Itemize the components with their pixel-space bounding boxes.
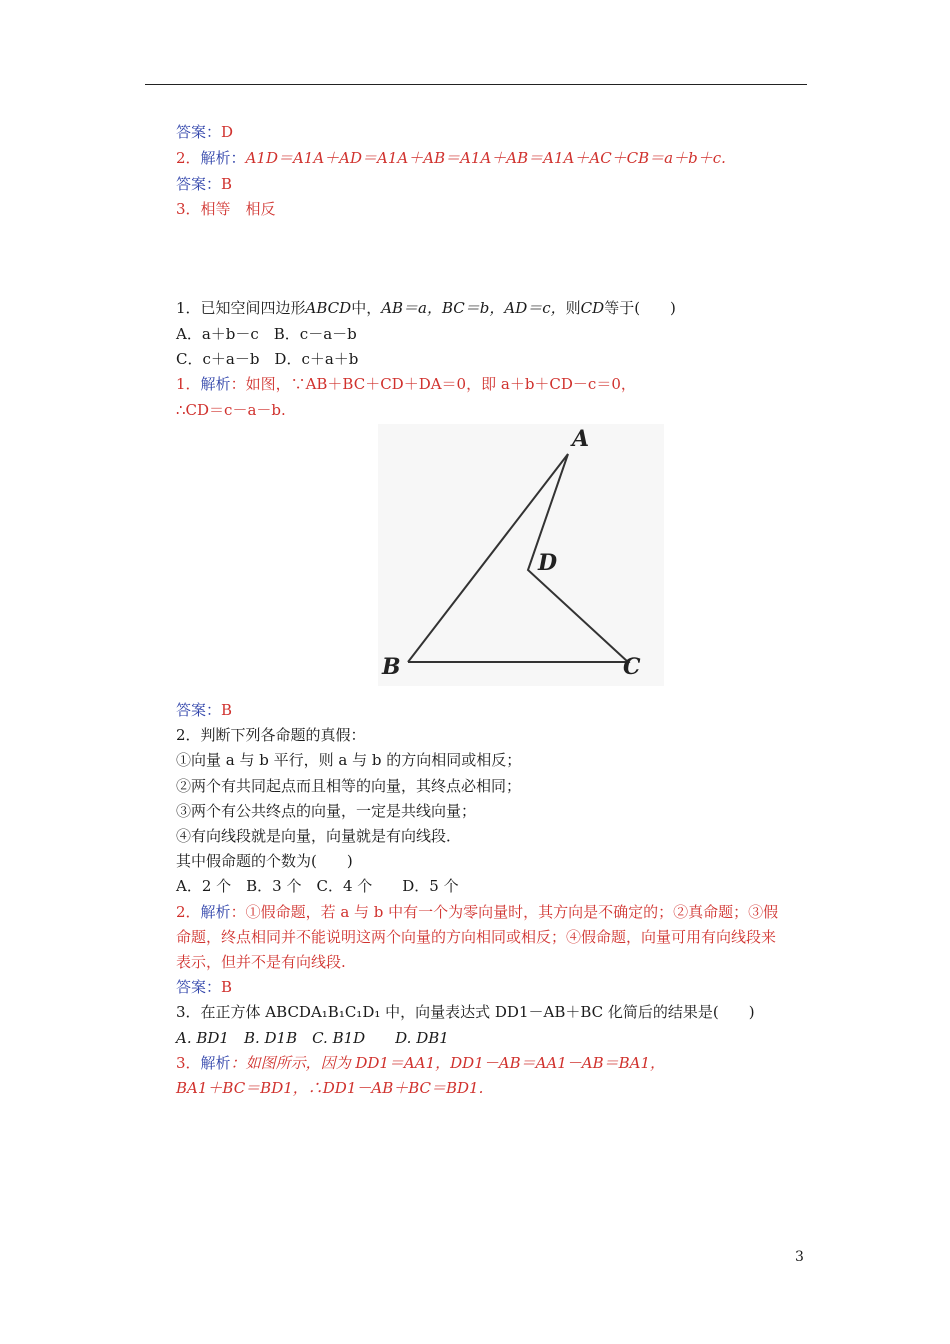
stem-text: 2．判断下列各命题的真假：	[176, 726, 366, 744]
answer-label: 答案：	[176, 175, 222, 193]
item-text: ①向量 a 与 b 平行，则 a 与 b 的方向相同或相反；	[176, 751, 522, 769]
question-prompt	[176, 851, 353, 871]
options-text: A．2 个 B．3 个 C．4 个 D．5 个	[176, 877, 459, 895]
options-line	[176, 324, 357, 344]
header-rule	[145, 84, 807, 85]
options-text: A. BD1 B. D1B C. B1D D. DB1	[176, 1029, 449, 1047]
stem-quadrilateral: ABCD	[305, 299, 352, 317]
question-stem	[176, 725, 366, 745]
explanation-line	[176, 374, 636, 394]
question-stem	[176, 298, 676, 318]
answer-line	[176, 977, 232, 997]
explanation-number: 2．	[176, 149, 201, 167]
explanation-label: 解析	[200, 1054, 231, 1072]
vertex-label-c: C	[623, 654, 641, 680]
stem-tail: 则	[565, 299, 581, 317]
explanation-line	[176, 148, 726, 168]
vertex-label-d: D	[538, 550, 558, 576]
stem-end: 等于( )	[604, 299, 676, 317]
options-line	[176, 349, 358, 369]
explanation-text: ：①假命题，若 a 与 b 中有一个为零向量时，其方向是不确定的；②真命题；③假	[230, 903, 779, 921]
answer-line	[176, 122, 233, 142]
options-line	[176, 876, 459, 896]
answer-label: 答案：	[176, 978, 222, 996]
explanation-number: 2．	[176, 903, 201, 921]
explanation-line	[176, 902, 778, 922]
answer-label: 答案：	[176, 123, 222, 141]
proposition-item	[176, 750, 521, 770]
answer-label: 答案：	[176, 701, 222, 719]
prompt-text: 其中假命题的个数为( )	[176, 852, 353, 870]
explanation-line	[176, 400, 286, 420]
proposition-item	[176, 826, 461, 846]
explanation-line	[176, 927, 776, 947]
proposition-item	[176, 801, 476, 821]
explanation-text: ：如图，∵AB＋BC＋CD＋DA＝0，即 a＋b＋CD－c＝0，	[230, 375, 636, 393]
explanation-label: 解析	[200, 903, 231, 921]
item-text: ③两个有公共终点的向量，一定是共线向量；	[176, 802, 477, 820]
answer-line	[176, 700, 232, 720]
answer-line	[176, 174, 232, 194]
answer-value: D	[221, 123, 234, 141]
explanation-line	[176, 1053, 665, 1073]
answer-value: B	[221, 175, 233, 193]
stem-text: 3．在正方体 ABCDA₁B₁C₁D₁ 中，向量表达式 DD1－AB＋BC 化简后的结果是( )	[176, 1003, 755, 1021]
vertex-label-b: B	[382, 654, 401, 680]
question-stem	[176, 1002, 755, 1022]
explanation-line	[176, 952, 346, 972]
options-ab: A．a＋b－c B．c－a－b	[176, 325, 357, 343]
explanation-text: BA1＋BC＝BD1，∴DD1－AB＋BC＝BD1.	[176, 1079, 484, 1097]
options-line	[176, 1028, 449, 1048]
answer-value: B	[221, 978, 233, 996]
item-text: ④有向线段就是向量，向量就是有向线段．	[176, 827, 462, 845]
explanation-formula: A1D＝A1A＋AD＝A1A＋AB＝A1A＋AB＝A1A＋AC＋CB＝a＋b＋c.	[245, 149, 726, 167]
answer-line	[176, 199, 276, 219]
explanation-text: 表示，但并不是有向线段.	[176, 953, 346, 971]
answer-text: 相等 相反	[200, 200, 276, 218]
explanation-label: 解析	[200, 375, 231, 393]
explanation-line	[176, 1078, 483, 1098]
options-cd: C．c＋a－b D．c＋a＋b	[176, 350, 359, 368]
quadrilateral-diagram	[378, 424, 664, 686]
explanation-text: ：如图所示，因为 DD1＝AA1，DD1－AB＝AA1－AB＝BA1，	[230, 1054, 666, 1072]
explanation-text: ∴CD＝c－a－b.	[176, 401, 286, 419]
item-text: ②两个有共同起点而且相等的向量，其终点必相同；	[176, 777, 522, 795]
vertex-label-a: A	[572, 426, 590, 452]
explanation-label: 解析：	[200, 149, 246, 167]
stem-cd: CD	[580, 299, 605, 317]
stem-mid: 中，	[351, 299, 382, 317]
stem-prefix: 1．已知空间四边形	[176, 299, 306, 317]
stem-vectors: AB＝a，BC＝b，AD＝c，	[381, 299, 566, 317]
explanation-number: 3．	[176, 1054, 201, 1072]
proposition-item	[176, 776, 521, 796]
page-number: 3	[795, 1249, 804, 1265]
explanation-text: 命题，终点相同并不能说明这两个向量的方向相同或相反；④假命题，向量可用有向线段来	[176, 928, 777, 946]
answer-number: 3．	[176, 200, 201, 218]
explanation-number: 1．	[176, 375, 201, 393]
quadrilateral-figure	[378, 424, 664, 686]
answer-value: B	[221, 701, 233, 719]
